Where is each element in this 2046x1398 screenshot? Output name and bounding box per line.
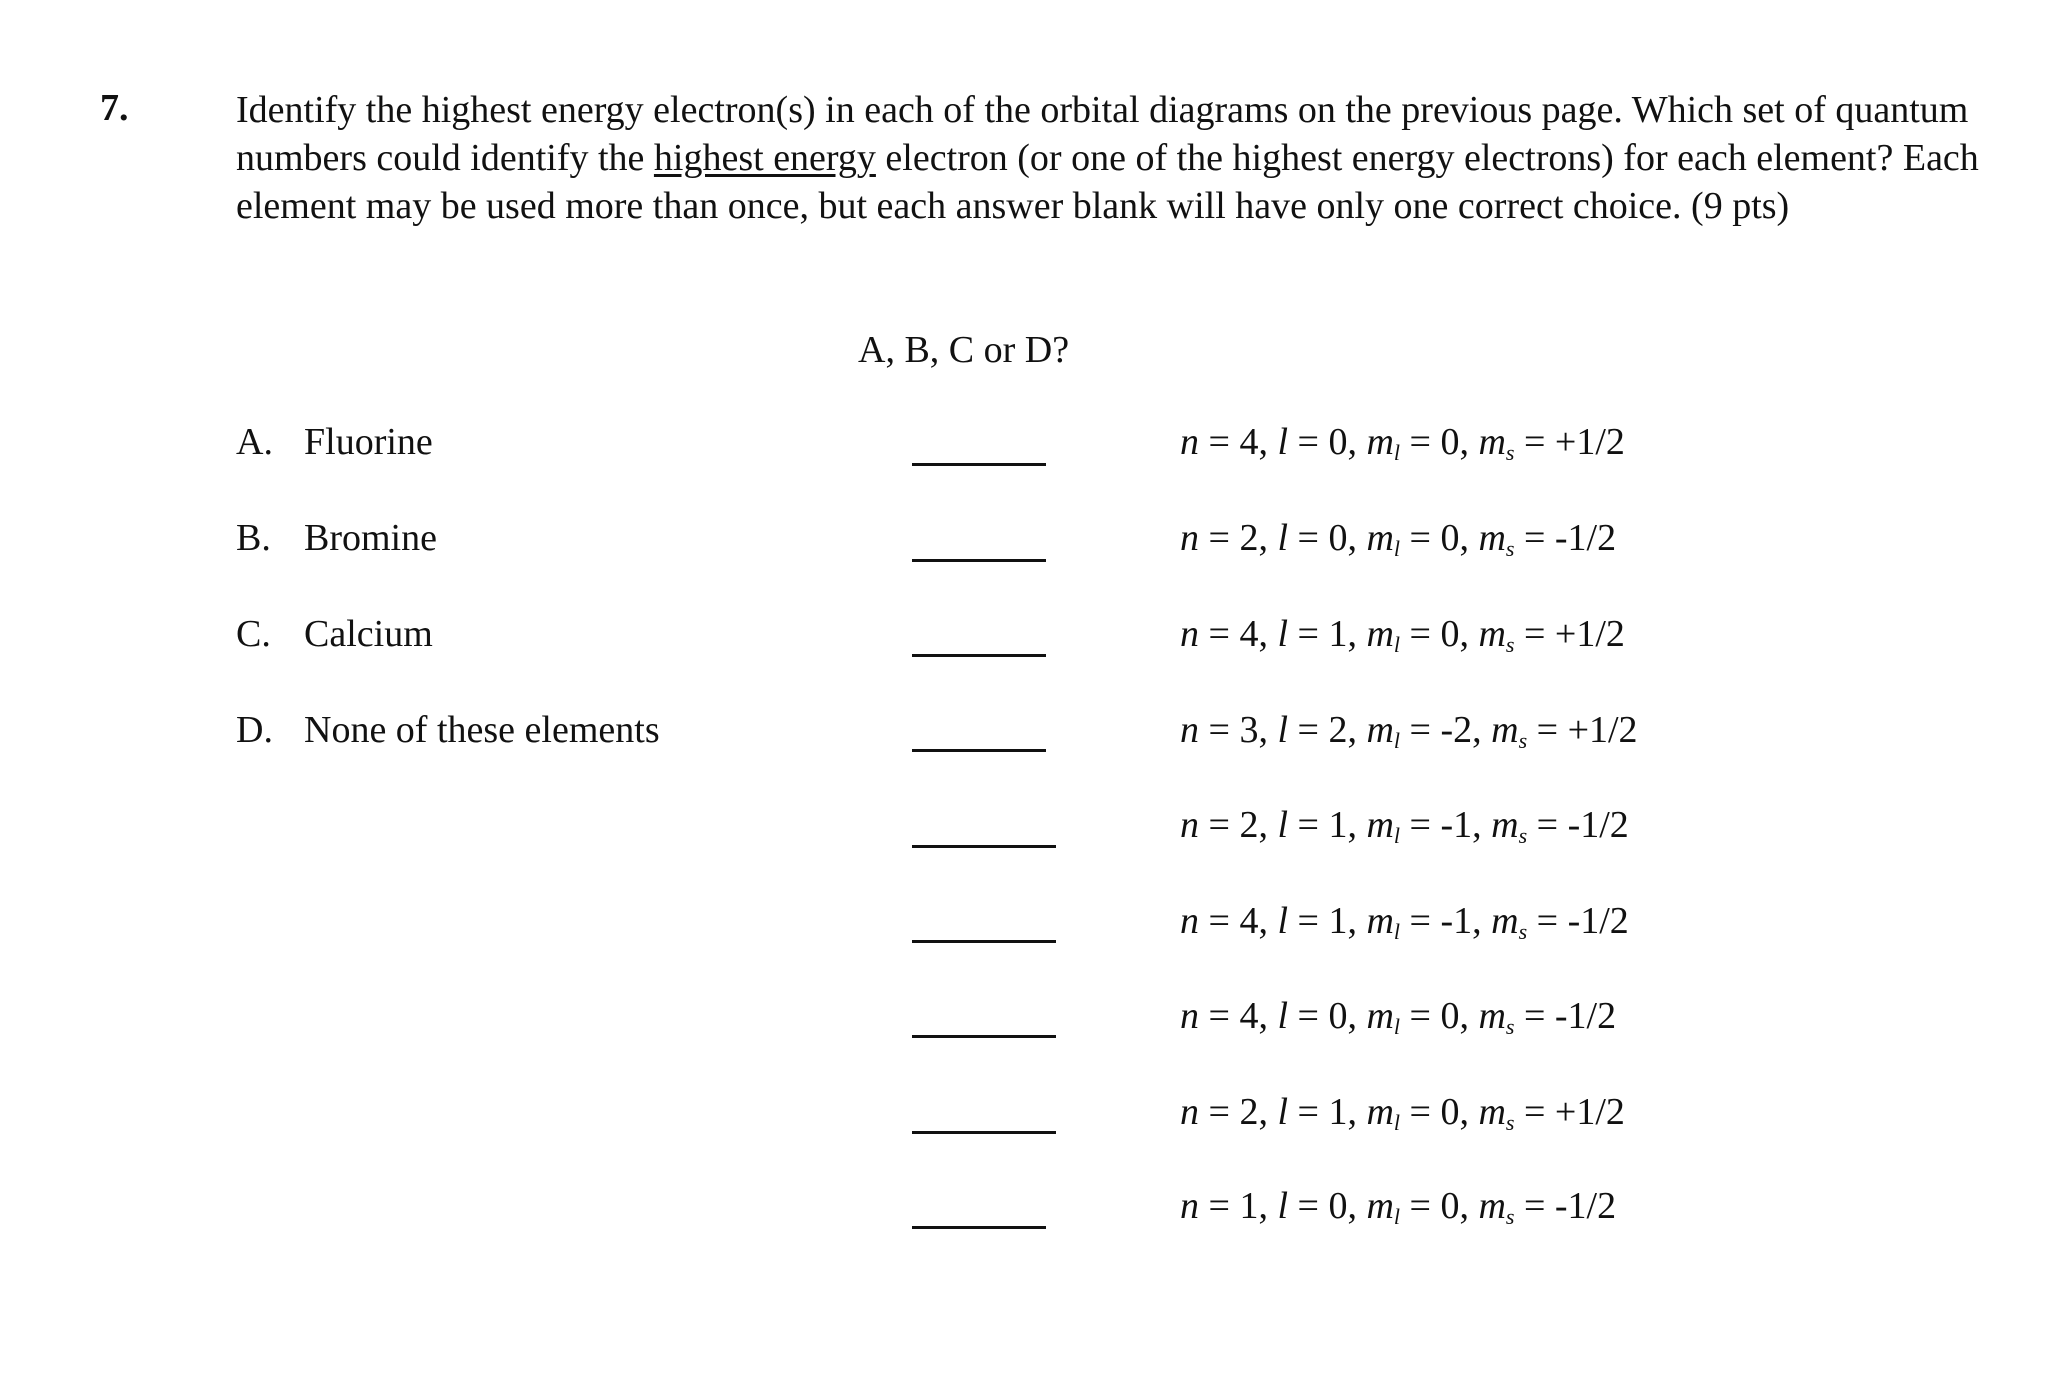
choice-item [236, 612, 433, 656]
quantum-set: n = 2, l = 1, $m_l = -1$, $m_s = -1/2$ [1180, 804, 1629, 848]
answer-blank[interactable] [912, 749, 1046, 752]
quantum-set: n = 1, l = 0, $m_l = 0$, $m_s = -1/2$ [1180, 1185, 1617, 1229]
choice-name: Calcium [304, 613, 433, 655]
prompt-text-after: electron (or one of the highest energy electrons) for each element? Each element may be used more than once, but each answer blank will have only one correct choice. (9 pts) [236, 137, 1979, 227]
prompt-underlined-text: highest energy [653, 137, 876, 179]
quantum-set: n = 2, l = 1, $m_l = 0$, $m_s = +1/2$ [1180, 1091, 1625, 1135]
answer-blank[interactable] [912, 1226, 1046, 1229]
quantum-set: n = 2, l = 0, $m_l = 0$, $m_s = -1/2$ [1180, 517, 1617, 561]
question-prompt [236, 86, 1996, 230]
quantum-set: n = 4, l = 0, $m_l = 0$, $m_s = +1/2$ [1180, 421, 1625, 465]
answer-blank[interactable] [912, 940, 1056, 943]
choice-letter: C. [236, 613, 271, 655]
choice-name: Fluorine [304, 421, 433, 463]
answer-blank[interactable] [912, 1131, 1056, 1134]
choice-letter: B. [236, 517, 271, 559]
choice-item [236, 708, 660, 752]
answer-blank[interactable] [912, 654, 1046, 657]
choice-letter: A. [236, 421, 273, 463]
quantum-set: n = 3, l = 2, $m_l = -2$, $m_s = +1/2$ [1180, 709, 1638, 753]
prompt-text-before: Identify the highest energy electron(s) in each of the orbital diagrams on the previous page. Which set of quantum numbers could identify the [236, 89, 1969, 179]
answer-blank[interactable] [912, 559, 1046, 562]
answer-column-header: A, B, C or D? [858, 329, 1070, 371]
choice-name: None of these elements [304, 709, 660, 751]
choice-name: Bromine [304, 517, 437, 559]
answer-blank[interactable] [912, 1035, 1056, 1038]
answer-blank[interactable] [912, 845, 1056, 848]
quantum-set: n = 4, l = 1, $m_l = 0$, $m_s = +1/2$ [1180, 613, 1625, 657]
choice-item [236, 516, 437, 560]
choice-item [236, 420, 433, 464]
answer-blank[interactable] [912, 463, 1046, 466]
choice-letter: D. [236, 709, 273, 751]
question-number: 7. [100, 87, 129, 129]
quantum-set: n = 4, l = 1, $m_l = -1$, $m_s = -1/2$ [1180, 900, 1629, 944]
quantum-set: n = 4, l = 0, $m_l = 0$, $m_s = -1/2$ [1180, 995, 1617, 1039]
